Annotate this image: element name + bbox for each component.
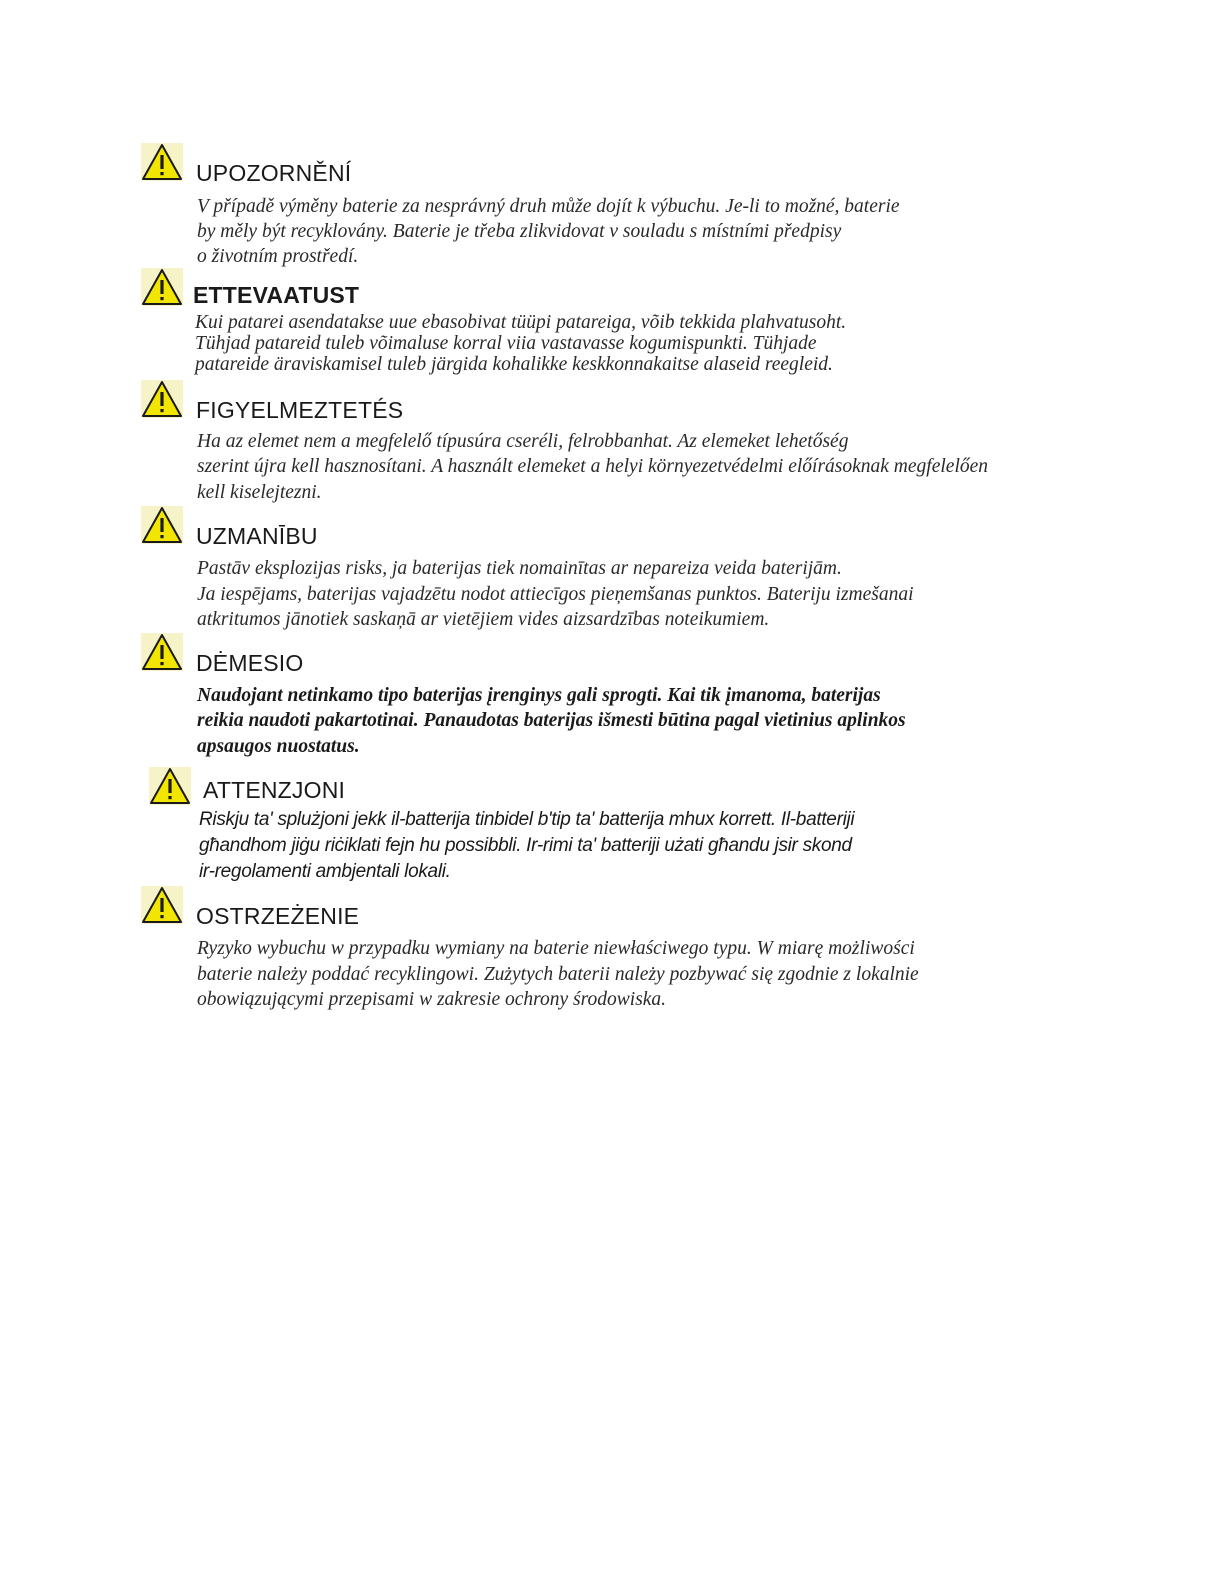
warning-text-line: għandhom jiġu riċiklati fejn hu possibbli. Ir-rimi ta' batteriji użati għandu jsir skond — [199, 835, 852, 856]
warning-title: DĖMESIO — [196, 650, 304, 676]
warning-title: FIGYELMEZTETÉS — [196, 397, 404, 423]
warning-text-line: baterie należy poddać recyklingowi. Zużytych baterii należy pozbywać się zgodnie z lokalnie — [197, 964, 919, 985]
warning-text-line: V případě výměny baterie za nesprávný druh může dojít k výbuchu. Je-li to možné, baterie — [197, 196, 900, 217]
warning-text-line: atkritumos jānotiek saskaņā ar vietējiem vides aizsardzības noteikumiem. — [197, 609, 770, 630]
warning-title: OSTRZEŻENIE — [196, 903, 360, 929]
warning-text-line: by měly být recyklovány. Baterie je třeba zlikvidovat v souladu s místními předpisy — [197, 221, 842, 242]
warning-triangle-icon — [141, 886, 183, 924]
warning-text-line: o životním prostředí. — [197, 246, 359, 267]
warning-triangle-icon — [141, 143, 183, 181]
warning-text-line: Naudojant netinkamo tipo baterijas įrenginys gali sprogti. Kai tik įmanoma, baterijas — [197, 685, 881, 706]
warning-text-line: reikia naudoti pakartotinai. Panaudotas baterijas išmesti būtina pagal vietinius aplinkos — [197, 710, 906, 731]
warning-text-line: szerint újra kell hasznosítani. A használt elemeket a helyi környezetvédelmi előírásoknak megfelelően — [197, 456, 989, 477]
warning-triangle-icon — [141, 633, 183, 671]
warning-text-line: Pastāv eksplozijas risks, ja baterijas tiek nomainītas ar nepareiza veida baterijām. — [197, 558, 842, 579]
warning-triangle-icon — [141, 268, 183, 306]
warning-text-line: obowiązującymi przepisami w zakresie ochrony środowiska. — [197, 989, 667, 1010]
warning-text-line: apsaugos nuostatus. — [197, 736, 360, 757]
warning-text-line: kell kiselejtezni. — [197, 482, 322, 503]
warning-text-line: Tühjad patareid tuleb võimaluse korral viia vastavasse kogumispunkti. Tühjade — [195, 333, 817, 354]
warning-text-line: ir-regolamenti ambjentali lokali. — [199, 861, 451, 882]
warning-title: UZMANĪBU — [196, 523, 318, 549]
warning-text-line: Ryzyko wybuchu w przypadku wymiany na baterie niewłaściwego typu. W miarę możliwości — [197, 938, 915, 959]
warning-triangle-icon — [141, 380, 183, 418]
warning-triangle-icon — [141, 506, 183, 544]
warning-text-line: Riskju ta' splużjoni jekk il-batterija tinbidel b'tip ta' batterija mhux korrett. Il-batteriji — [199, 809, 855, 830]
warning-text-line: Ha az elemet nem a megfelelő típusúra cseréli, felrobbanhat. Az elemeket lehetőség — [197, 431, 849, 452]
warning-title: ATTENZJONI — [203, 777, 346, 803]
warning-title: ETTEVAATUST — [193, 282, 360, 308]
warning-title: UPOZORNĚNÍ — [196, 160, 352, 186]
warning-text-line: Kui patarei asendatakse uue ebasobivat tüüpi patareiga, võib tekkida plahvatusoht. — [195, 312, 847, 333]
warning-triangle-icon — [149, 767, 191, 805]
warning-text-line: Ja iespējams, baterijas vajadzētu nodot attiecīgos pieņemšanas punktos. Bateriju izmešanai — [197, 584, 914, 605]
warning-text-line: patareide äraviskamisel tuleb järgida kohalikke keskkonnakaitse alaseid reegleid. — [195, 354, 833, 375]
